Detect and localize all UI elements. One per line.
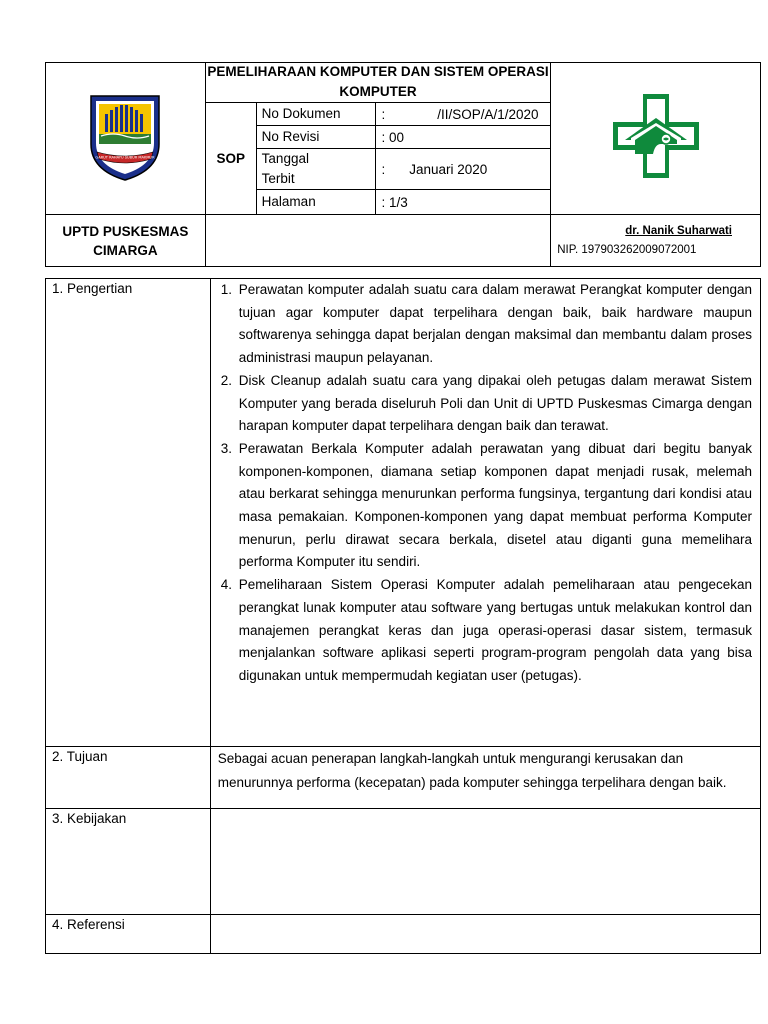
list-item: 4. Pemeliharaan Sistem Operasi Komputer adalah pemeliharaan atau pengecekan perangkat lunak komputer atau software yang bertugas untuk melakukan kontrol dan manajemen perangkat keras dan juga operasi-operasi dasar sistem, termasuk menjalankan software aplikasi seperti program-program pengolah data yang bisa digunakan untuk mempermudah kegiatan user (petugas). [220,577,752,683]
document-title: PEMELIHARAAN KOMPUTER DAN SISTEM OPERASI KOMPUTER [205,63,551,103]
sop-content-table [45,278,761,954]
meta-value-no-revisi: : 00 [376,126,551,149]
meta-value-no-dokumen: : /II/SOP/A/1/2020 [376,103,551,126]
signer-nip: NIP. 197903262009072001 [557,243,697,256]
meta-label-no-dokumen: No Dokumen [256,103,376,126]
meta-value-tanggal-terbit: : Januari 2020 [376,149,551,190]
section-label-referensi: 4. Referensi [46,915,211,954]
section-body-kebijakan [210,809,760,915]
blank-signature-area [205,215,551,267]
list-item: 3. Perawatan Berkala Komputer adalah perawatan yang dibuat dari begitu banyak komponen-komponen, diamana setiap komponen dapat menjadi rusak, melemah atau berkarat sehingga menurunkan performa fungsinya, tergantung dari kondisi atau masa pemakaian. Komponen-komponen yang dapat membuat performa Komputer menurun, perlu dirawat secara berkala, disetel atau diganti guna memelihara performa Komputer itu sendiri. [220,440,752,570]
section-label-kebijakan: 3. Kebijakan [46,809,211,915]
meta-label-tanggal-terbit: Tanggal Terbit [256,149,376,190]
crest-motto: GARUT RAHAYU SUBUR MAKMUR [95,155,155,160]
section-body-referensi [210,915,760,954]
meta-label-no-revisi: No Revisi [256,126,376,149]
sop-header-table [45,62,761,267]
signer-block [551,215,761,267]
list-item: 1. Perawatan komputer adalah suatu cara dalam merawat Perangkat komputer dengan tujuan agar komputer dapat terpelihara dengan baik, baik hardware maupun softwarenya sehingga dapat berjalan dengan maksimal dan membantu dalam proses administrasi maupun pelayanan. [220,282,752,366]
meta-value-halaman: : 1/3 [376,190,551,215]
section-body-pengertian [210,279,760,747]
sop-label: SOP [205,103,256,215]
organization-name: UPTD PUSKESMAS CIMARGA [46,215,206,267]
regency-logo-cell [46,63,206,215]
puskesmas-cross-icon [611,92,701,180]
regency-crest-icon [87,90,163,182]
meta-label-halaman: Halaman [256,190,376,215]
puskesmas-logo-cell [551,63,761,215]
signer-name: dr. Nanik Suharwati [625,224,732,237]
list-item: 2. Disk Cleanup adalah suatu cara yang dipakai oleh petugas dalam merawat Sistem Komputer yang berada diseluruh Poli dan Unit di UPTD Puskesmas Cimarga dengan harapan komputer dapat terpelihara dengan baik dan terawat. [220,372,752,434]
section-body-tujuan: Sebagai acuan penerapan langkah-langkah untuk mengurangi kerusakan dan menurunnya performa (kecepatan) pada komputer sehingga terpelihara dengan baik. [210,747,760,809]
section-label-tujuan: 2. Tujuan [46,747,211,809]
section-label-pengertian: 1. Pengertian [46,279,211,747]
